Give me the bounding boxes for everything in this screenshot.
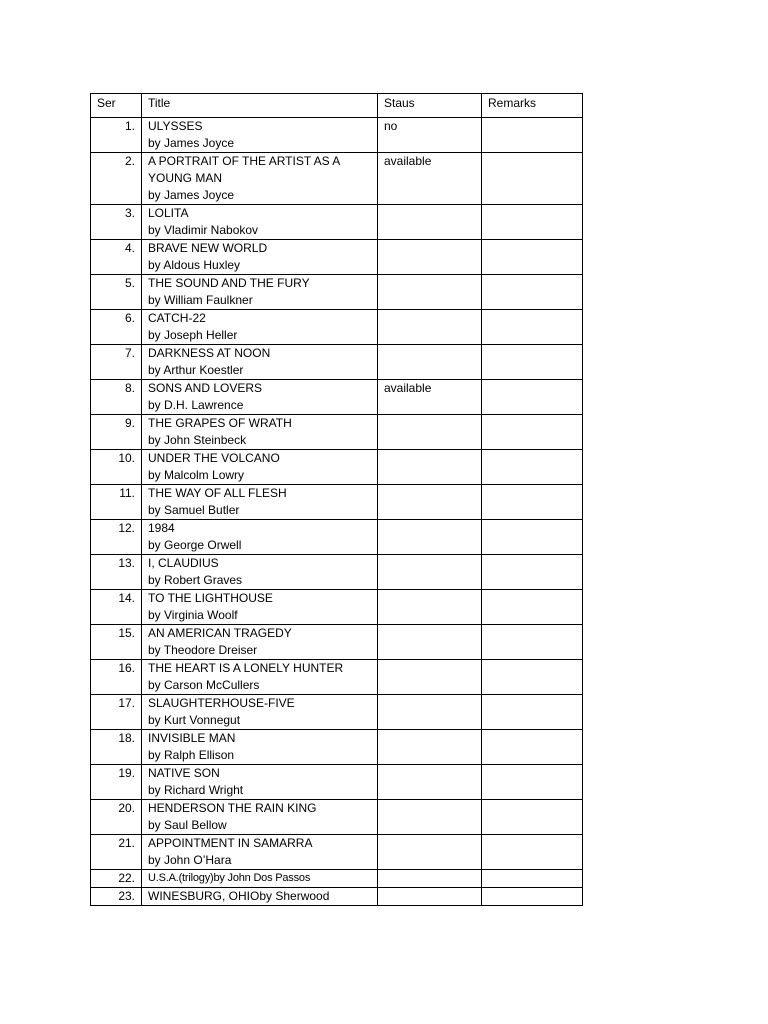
book-author: by George Orwell	[148, 538, 242, 552]
remarks-cell	[482, 835, 583, 870]
status-cell	[378, 520, 482, 555]
title-cell	[142, 800, 378, 835]
table-row	[91, 345, 583, 380]
status-cell	[378, 555, 482, 590]
book-title: WINESBURG, OHIOby Sherwood	[148, 889, 330, 903]
remarks-cell	[482, 310, 583, 345]
status-cell	[378, 695, 482, 730]
book-title: BRAVE NEW WORLD	[148, 241, 268, 255]
status-cell: available	[378, 380, 482, 415]
remarks-cell	[482, 870, 583, 888]
remarks-cell	[482, 240, 583, 275]
header-status: Staus	[378, 94, 482, 118]
book-author: by Ralph Ellison	[148, 748, 235, 762]
header-ser: Ser	[91, 94, 142, 118]
title-cell	[142, 520, 378, 555]
ser-cell: 19.	[91, 765, 142, 800]
title-cell	[142, 153, 378, 205]
remarks-cell	[482, 590, 583, 625]
status-cell	[378, 800, 482, 835]
remarks-cell	[482, 153, 583, 205]
book-author: by Samuel Butler	[148, 503, 240, 517]
remarks-cell	[482, 415, 583, 450]
remarks-cell	[482, 205, 583, 240]
ser-cell: 21.	[91, 835, 142, 870]
book-author: by Saul Bellow	[148, 818, 227, 832]
table-row	[91, 835, 583, 870]
status-cell	[378, 275, 482, 310]
book-title: 1984	[148, 521, 175, 535]
status-cell	[378, 590, 482, 625]
title-cell	[142, 240, 378, 275]
table-row	[91, 800, 583, 835]
ser-cell: 2.	[91, 153, 142, 205]
book-author: by William Faulkner	[148, 293, 253, 307]
title-cell	[142, 730, 378, 765]
ser-cell: 5.	[91, 275, 142, 310]
status-cell	[378, 765, 482, 800]
table-row	[91, 555, 583, 590]
title-cell	[142, 835, 378, 870]
ser-cell: 1.	[91, 118, 142, 153]
book-title: THE GRAPES OF WRATH	[148, 416, 292, 430]
status-cell: available	[378, 153, 482, 205]
book-title-line1: A PORTRAIT OF THE ARTIST AS A	[148, 154, 341, 168]
ser-cell: 16.	[91, 660, 142, 695]
title-cell	[142, 415, 378, 450]
book-title: TO THE LIGHTHOUSE	[148, 591, 273, 605]
book-title: SLAUGHTERHOUSE-FIVE	[148, 696, 295, 710]
title-cell	[142, 380, 378, 415]
table-row	[91, 590, 583, 625]
table-row	[91, 450, 583, 485]
ser-cell: 18.	[91, 730, 142, 765]
ser-cell: 15.	[91, 625, 142, 660]
table-row	[91, 870, 583, 888]
remarks-cell	[482, 800, 583, 835]
title-cell	[142, 660, 378, 695]
ser-cell: 6.	[91, 310, 142, 345]
table-row	[91, 240, 583, 275]
remarks-cell	[482, 695, 583, 730]
title-cell	[142, 485, 378, 520]
book-author: by James Joyce	[148, 136, 235, 150]
remarks-cell	[482, 660, 583, 695]
book-title: THE WAY OF ALL FLESH	[148, 486, 287, 500]
status-cell	[378, 450, 482, 485]
table-row	[91, 310, 583, 345]
title-cell	[142, 888, 378, 906]
book-title: ULYSSES	[148, 119, 203, 133]
book-title: AN AMERICAN TRAGEDY	[148, 626, 292, 640]
ser-cell: 20.	[91, 800, 142, 835]
status-cell	[378, 660, 482, 695]
book-title: THE SOUND AND THE FURY	[148, 276, 310, 290]
book-title: APPOINTMENT IN SAMARRA	[148, 836, 313, 850]
table-row	[91, 205, 583, 240]
remarks-cell	[482, 345, 583, 380]
remarks-cell	[482, 118, 583, 153]
book-title: UNDER THE VOLCANO	[148, 451, 280, 465]
table-row	[91, 888, 583, 906]
table-row	[91, 625, 583, 660]
book-author: by John O’Hara	[148, 853, 232, 867]
title-cell	[142, 345, 378, 380]
table-row	[91, 153, 583, 205]
status-cell	[378, 415, 482, 450]
book-author: by Kurt Vonnegut	[148, 713, 241, 727]
title-cell	[142, 695, 378, 730]
table-row	[91, 415, 583, 450]
book-author: by Vladimir Nabokov	[148, 223, 259, 237]
table-row	[91, 118, 583, 153]
title-cell	[142, 625, 378, 660]
table-row	[91, 380, 583, 415]
book-title: THE HEART IS A LONELY HUNTER	[148, 661, 344, 675]
header-title: Title	[142, 94, 378, 118]
table-row	[91, 275, 583, 310]
status-cell	[378, 310, 482, 345]
status-cell	[378, 205, 482, 240]
ser-cell: 9.	[91, 415, 142, 450]
table-row	[91, 660, 583, 695]
title-cell	[142, 555, 378, 590]
title-cell	[142, 275, 378, 310]
ser-cell: 10.	[91, 450, 142, 485]
book-author: by Arthur Koestler	[148, 363, 244, 377]
header-row	[91, 94, 583, 118]
book-author: by Virginia Woolf	[148, 608, 238, 622]
book-author: by Malcolm Lowry	[148, 468, 245, 482]
ser-cell: 7.	[91, 345, 142, 380]
ser-cell: 22.	[91, 870, 142, 888]
book-author: by Joseph Heller	[148, 328, 238, 342]
book-author: by Carson McCullers	[148, 678, 260, 692]
ser-cell: 11.	[91, 485, 142, 520]
title-cell	[142, 450, 378, 485]
remarks-cell	[482, 625, 583, 660]
status-cell: no	[378, 118, 482, 153]
book-title: DARKNESS AT NOON	[148, 346, 271, 360]
ser-cell: 23.	[91, 888, 142, 906]
book-author: by Aldous Huxley	[148, 258, 241, 272]
ser-cell: 17.	[91, 695, 142, 730]
book-author: by Robert Graves	[148, 573, 243, 587]
title-cell	[142, 765, 378, 800]
ser-cell: 14.	[91, 590, 142, 625]
book-author: by Richard Wright	[148, 783, 244, 797]
status-cell	[378, 730, 482, 765]
title-cell	[142, 118, 378, 153]
remarks-cell	[482, 520, 583, 555]
books-table	[90, 93, 583, 906]
title-cell	[142, 310, 378, 345]
remarks-cell	[482, 765, 583, 800]
remarks-cell	[482, 380, 583, 415]
table-row	[91, 765, 583, 800]
header-remarks: Remarks	[482, 94, 583, 118]
title-cell	[142, 870, 378, 888]
ser-cell: 13.	[91, 555, 142, 590]
ser-cell: 4.	[91, 240, 142, 275]
book-title: U.S.A.(trilogy)by John Dos Passos	[148, 872, 311, 884]
table-row	[91, 520, 583, 555]
title-cell	[142, 205, 378, 240]
book-title: HENDERSON THE RAIN KING	[148, 801, 317, 815]
remarks-cell	[482, 450, 583, 485]
book-title: NATIVE SON	[148, 766, 220, 780]
book-title: LOLITA	[148, 206, 189, 220]
book-title: SONS AND LOVERS	[148, 381, 263, 395]
status-cell	[378, 240, 482, 275]
book-title: INVISIBLE MAN	[148, 731, 236, 745]
book-author: by Theodore Dreiser	[148, 643, 258, 657]
book-title-line2: YOUNG MAN	[148, 171, 223, 185]
remarks-cell	[482, 730, 583, 765]
table-row	[91, 485, 583, 520]
remarks-cell	[482, 485, 583, 520]
status-cell	[378, 485, 482, 520]
title-cell	[142, 590, 378, 625]
book-author: by James Joyce	[148, 188, 235, 202]
ser-cell: 3.	[91, 205, 142, 240]
remarks-cell	[482, 275, 583, 310]
remarks-cell	[482, 888, 583, 906]
table-row	[91, 730, 583, 765]
status-cell	[378, 345, 482, 380]
status-cell	[378, 835, 482, 870]
book-author: by D.H. Lawrence	[148, 398, 244, 412]
book-author: by John Steinbeck	[148, 433, 247, 447]
ser-cell: 12.	[91, 520, 142, 555]
book-title: I, CLAUDIUS	[148, 556, 219, 570]
status-cell	[378, 870, 482, 888]
remarks-cell	[482, 555, 583, 590]
status-cell	[378, 888, 482, 906]
book-title: CATCH-22	[148, 311, 206, 325]
ser-cell: 8.	[91, 380, 142, 415]
table-row	[91, 695, 583, 730]
status-cell	[378, 625, 482, 660]
